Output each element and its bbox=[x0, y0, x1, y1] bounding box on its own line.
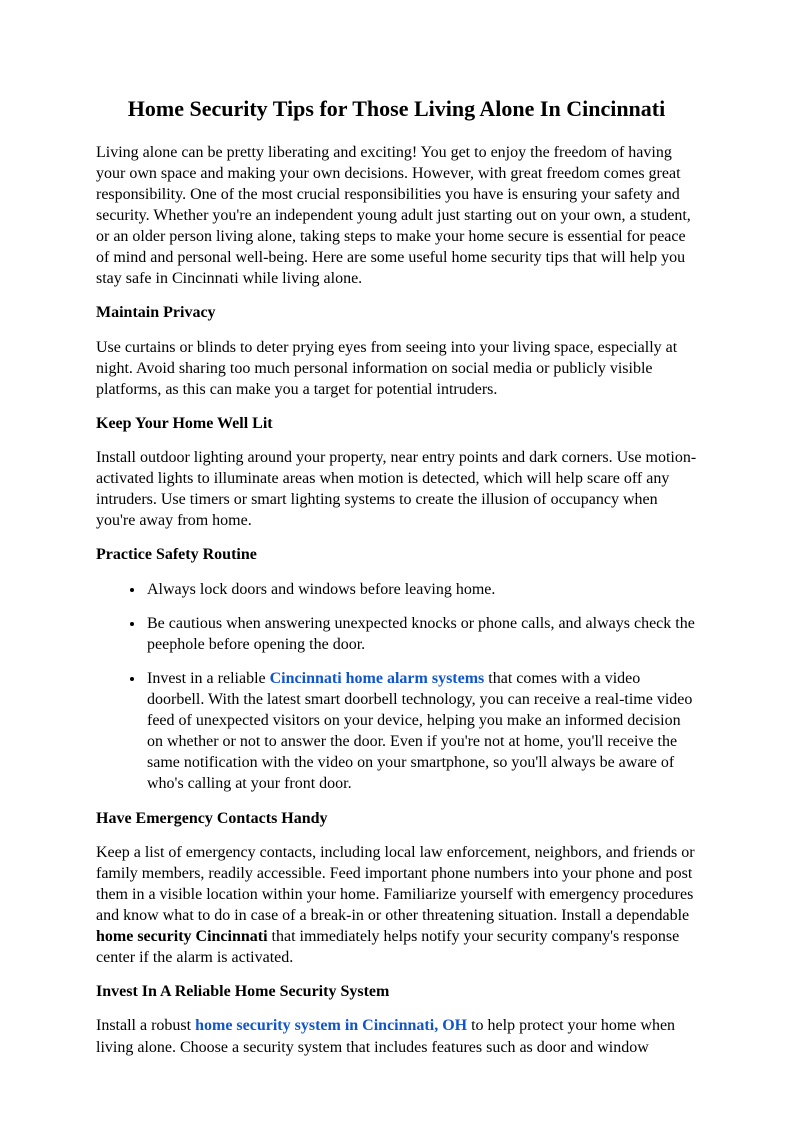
emergency-contacts-text-post: that immediately helps notify your security company's response center if the alarm is activated. bbox=[96, 928, 680, 967]
home-security-cincinnati-bold-text: home security Cincinnati bbox=[96, 928, 268, 946]
document-title: Home Security Tips for Those Living Alone In Cincinnati bbox=[127, 96, 666, 121]
bullet-item-lock-doors: • Always lock doors and windows before leaving home. bbox=[145, 579, 697, 600]
section-heading-maintain-privacy: Maintain Privacy bbox=[96, 304, 216, 322]
bullet-item-video-doorbell bbox=[145, 668, 697, 795]
section-heading-keep-home-well-lit: Keep Your Home Well Lit bbox=[96, 414, 273, 432]
bullet-item-cautious-answering: • Be cautious when answering unexpected knocks or phone calls, and always check the peephole before opening the door. bbox=[145, 613, 697, 655]
section-heading-practice-safety-routine: Practice Safety Routine bbox=[96, 546, 257, 564]
intro-paragraph: Living alone can be pretty liberating and exciting! You get to enjoy the freedom of having your own space and making your own decisions. However, with great freedom comes great responsibility. One of the most crucial responsibilities you have is ensuring your safety and security. Whether you're an independent young adult just starting out on your own, a student, or an older person living alone, taking steps to make your home secure is essential for peace of mind and personal well-being. Here are some useful home security tips that will help you stay safe in Cincinnati while living alone. bbox=[96, 143, 691, 288]
bullet-text-pre: Invest in a reliable bbox=[147, 669, 270, 687]
invest-system-paragraph bbox=[96, 1015, 697, 1057]
section-heading-invest-home-security-system: Invest In A Reliable Home Security System bbox=[96, 983, 390, 1001]
safety-routine-bullet-list bbox=[96, 579, 697, 795]
bullet-text-post: that comes with a video doorbell. With the latest smart doorbell technology, you can receive a real-time video feed of unexpected visitors on your device, helping you make an informed decision on whether or not to answer the door. Even if you're not at home, you'll receive the same notification with the video on your smartphone, so you'll always be aware of who's calling at your front door. bbox=[147, 669, 693, 793]
section-heading-emergency-contacts: Have Emergency Contacts Handy bbox=[96, 809, 328, 827]
emergency-contacts-paragraph bbox=[96, 842, 697, 969]
invest-system-text-post: to help protect your home when living alone. Choose a security system that includes features such as door and window bbox=[96, 1017, 676, 1056]
maintain-privacy-paragraph: Use curtains or blinds to deter prying eyes from seeing into your living space, especially at night. Avoid sharing too much personal information on social media or publicly visible platforms, as this can make you a target for potential intruders. bbox=[96, 338, 678, 398]
cincinnati-home-alarm-systems-link[interactable]: Cincinnati home alarm systems bbox=[269, 669, 485, 687]
invest-system-text-pre: Install a robust bbox=[96, 1017, 196, 1035]
home-security-system-cincinnati-link[interactable]: home security system in Cincinnati, OH bbox=[195, 1017, 468, 1035]
keep-home-well-lit-paragraph: Install outdoor lighting around your property, near entry points and dark corners. Use motion-activated lights to illuminate areas when motion is detected, which will help scare off any intruders. Use timers or smart lighting systems to create the illusion of occupancy when you're away from home. bbox=[96, 449, 697, 530]
emergency-contacts-text-pre: Keep a list of emergency contacts, including local law enforcement, neighbors, and friends or family members, readily accessible. Feed important phone numbers into your phone and post them in a visible location within your home. Familiarize yourself with emergency procedures and know what to do in case of a break-in or other threatening situation. Install a dependable bbox=[96, 843, 695, 924]
